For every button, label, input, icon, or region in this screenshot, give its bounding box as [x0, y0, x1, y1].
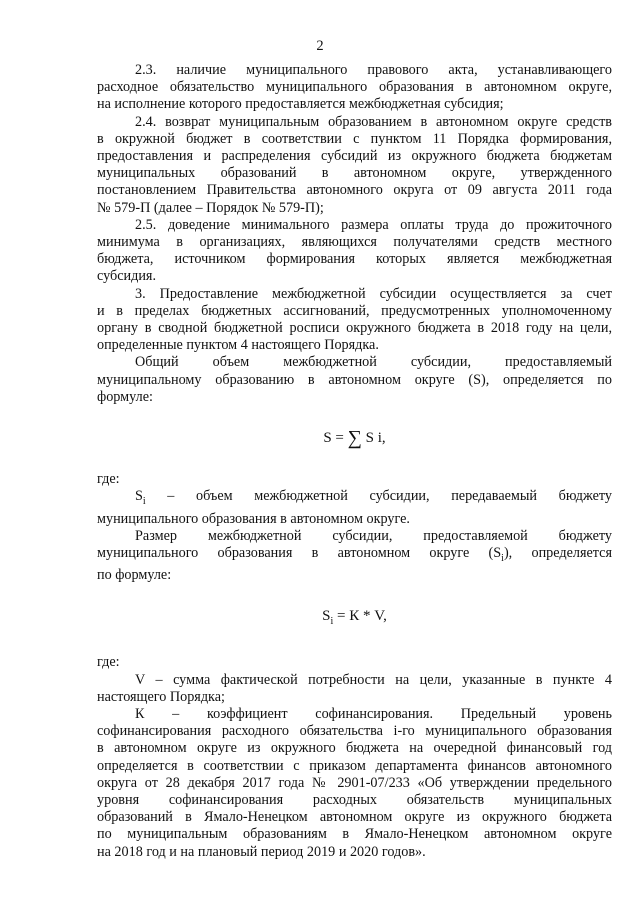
- text-line: муниципальному образованию в автономном округе (S), определяется по: [97, 371, 612, 388]
- paragraph-2-4: [97, 114, 612, 217]
- text-line: по муниципальным образованиям в Ямало-Ненецком автономном округе: [97, 826, 612, 843]
- where-label: [97, 654, 612, 671]
- text-line: где:: [97, 471, 120, 488]
- text-line: бюджета, источником формирования которых является межбюджетная: [97, 251, 612, 268]
- formula-rhs: S i,: [361, 430, 386, 447]
- text-line: и в пределах бюджетных ассигнований, предусмотренных уполномоченному: [97, 302, 612, 319]
- paragraph-subsidy-size: [97, 528, 612, 584]
- formula-s: S: [322, 608, 331, 625]
- text-line: на 2018 год и на плановый период 2019 и 2020 годов».: [97, 843, 426, 860]
- text-line: [97, 488, 612, 510]
- text-line: софинансирования расходного обязательства i-го муниципального образования: [97, 723, 612, 740]
- text-line: определяется в соответствии с приказом департамента финансов автономного: [97, 757, 612, 774]
- text-line: [97, 545, 612, 567]
- text-fragment: – объем межбюджетной субсидии, передаваемый бюджету: [145, 488, 612, 505]
- text-line: 2.4. возврат муниципальным образованием в автономном округе средств: [135, 113, 612, 130]
- text-line: Размер межбюджетной субсидии, предоставляемой бюджету: [135, 527, 612, 544]
- text-line: субсидия.: [97, 268, 157, 285]
- subscript-i: i: [142, 496, 146, 508]
- text-line: образований в Ямало-Ненецком автономном округе из окружного бюджета: [97, 809, 612, 826]
- formula-lhs: S =: [323, 430, 348, 447]
- text-fragment: муниципального образования в автономном округе (S: [97, 544, 502, 561]
- text-line: в автономном округе из окружного бюджета на очередной финансовый год: [97, 740, 612, 757]
- text-fragment: ), определяется: [503, 544, 612, 561]
- text-line: формуле:: [97, 388, 153, 405]
- text-line: в окружной бюджет в соответствии с пунктом 11 Порядка формирования,: [97, 130, 612, 147]
- text-line: 2.3. наличие муниципального правового акта, устанавливающего: [135, 62, 612, 78]
- text-line: К – коэффициент софинансирования. Предельный уровень: [135, 705, 612, 722]
- text-line: предоставления и распределения субсидий из окружного бюджета бюджетам: [97, 148, 612, 165]
- formula-rest: = К * V,: [333, 608, 387, 625]
- text-line: на исполнение которого предоставляется межбюджетная субсидия;: [97, 96, 504, 113]
- text-line: муниципального образования в автономном округе.: [97, 510, 410, 527]
- text-line: где:: [97, 654, 120, 671]
- paragraph-total-volume: [97, 354, 612, 406]
- document-body: [97, 62, 612, 861]
- text-line: настоящего Порядка;: [97, 688, 225, 705]
- symbol-s: S: [135, 488, 143, 505]
- subscript-i: i: [330, 616, 334, 628]
- text-line: 3. Предоставление межбюджетной субсидии осуществляется за счет: [135, 285, 612, 302]
- text-line: расходное обязательство муниципального образования в автономном округе,: [97, 79, 612, 96]
- text-line: округа от 28 декабря 2017 года № 2901-07/233 «Об утверждении предельного: [97, 774, 612, 791]
- where-label: [97, 471, 612, 488]
- text-line: постановлением Правительства автономного округа от 09 августа 2011 года: [97, 182, 612, 199]
- sigma-symbol: ∑: [347, 427, 362, 450]
- paragraph-si-definition: [97, 488, 612, 527]
- paragraph-v-definition: [97, 672, 612, 706]
- text-line: органу в сводной бюджетной росписи окружного бюджета в 2018 году на цели,: [97, 320, 612, 337]
- paragraph-3: [97, 286, 612, 355]
- subscript-i: i: [501, 552, 504, 564]
- text-line: минимума в организациях, являющихся получателями средств местного: [97, 234, 612, 251]
- text-line: уровня софинансирования расходных обязательств муниципальных: [97, 791, 612, 808]
- paragraph-2-3: [97, 62, 612, 114]
- paragraph-2-5: [97, 217, 612, 286]
- text-line: по формуле:: [97, 566, 172, 583]
- paragraph-k-definition: [97, 706, 612, 861]
- text-line: определенные пунктом 4 настоящего Порядка.: [97, 337, 379, 354]
- text-line: Общий объем межбюджетной субсидии, предоставляемый: [135, 354, 612, 371]
- text-line: муниципальных образований в автономном округе, утвержденного: [97, 165, 612, 182]
- page-number: 2: [316, 38, 324, 54]
- text-line: 2.5. доведение минимального размера оплаты труда до прожиточного: [135, 216, 612, 233]
- text-line: V – сумма фактической потребности на цели, указанные в пункте 4: [135, 671, 612, 688]
- formula-si: [97, 608, 612, 630]
- formula-total: [97, 427, 612, 450]
- text-line: № 579-П (далее – Порядок № 579-П);: [97, 199, 324, 216]
